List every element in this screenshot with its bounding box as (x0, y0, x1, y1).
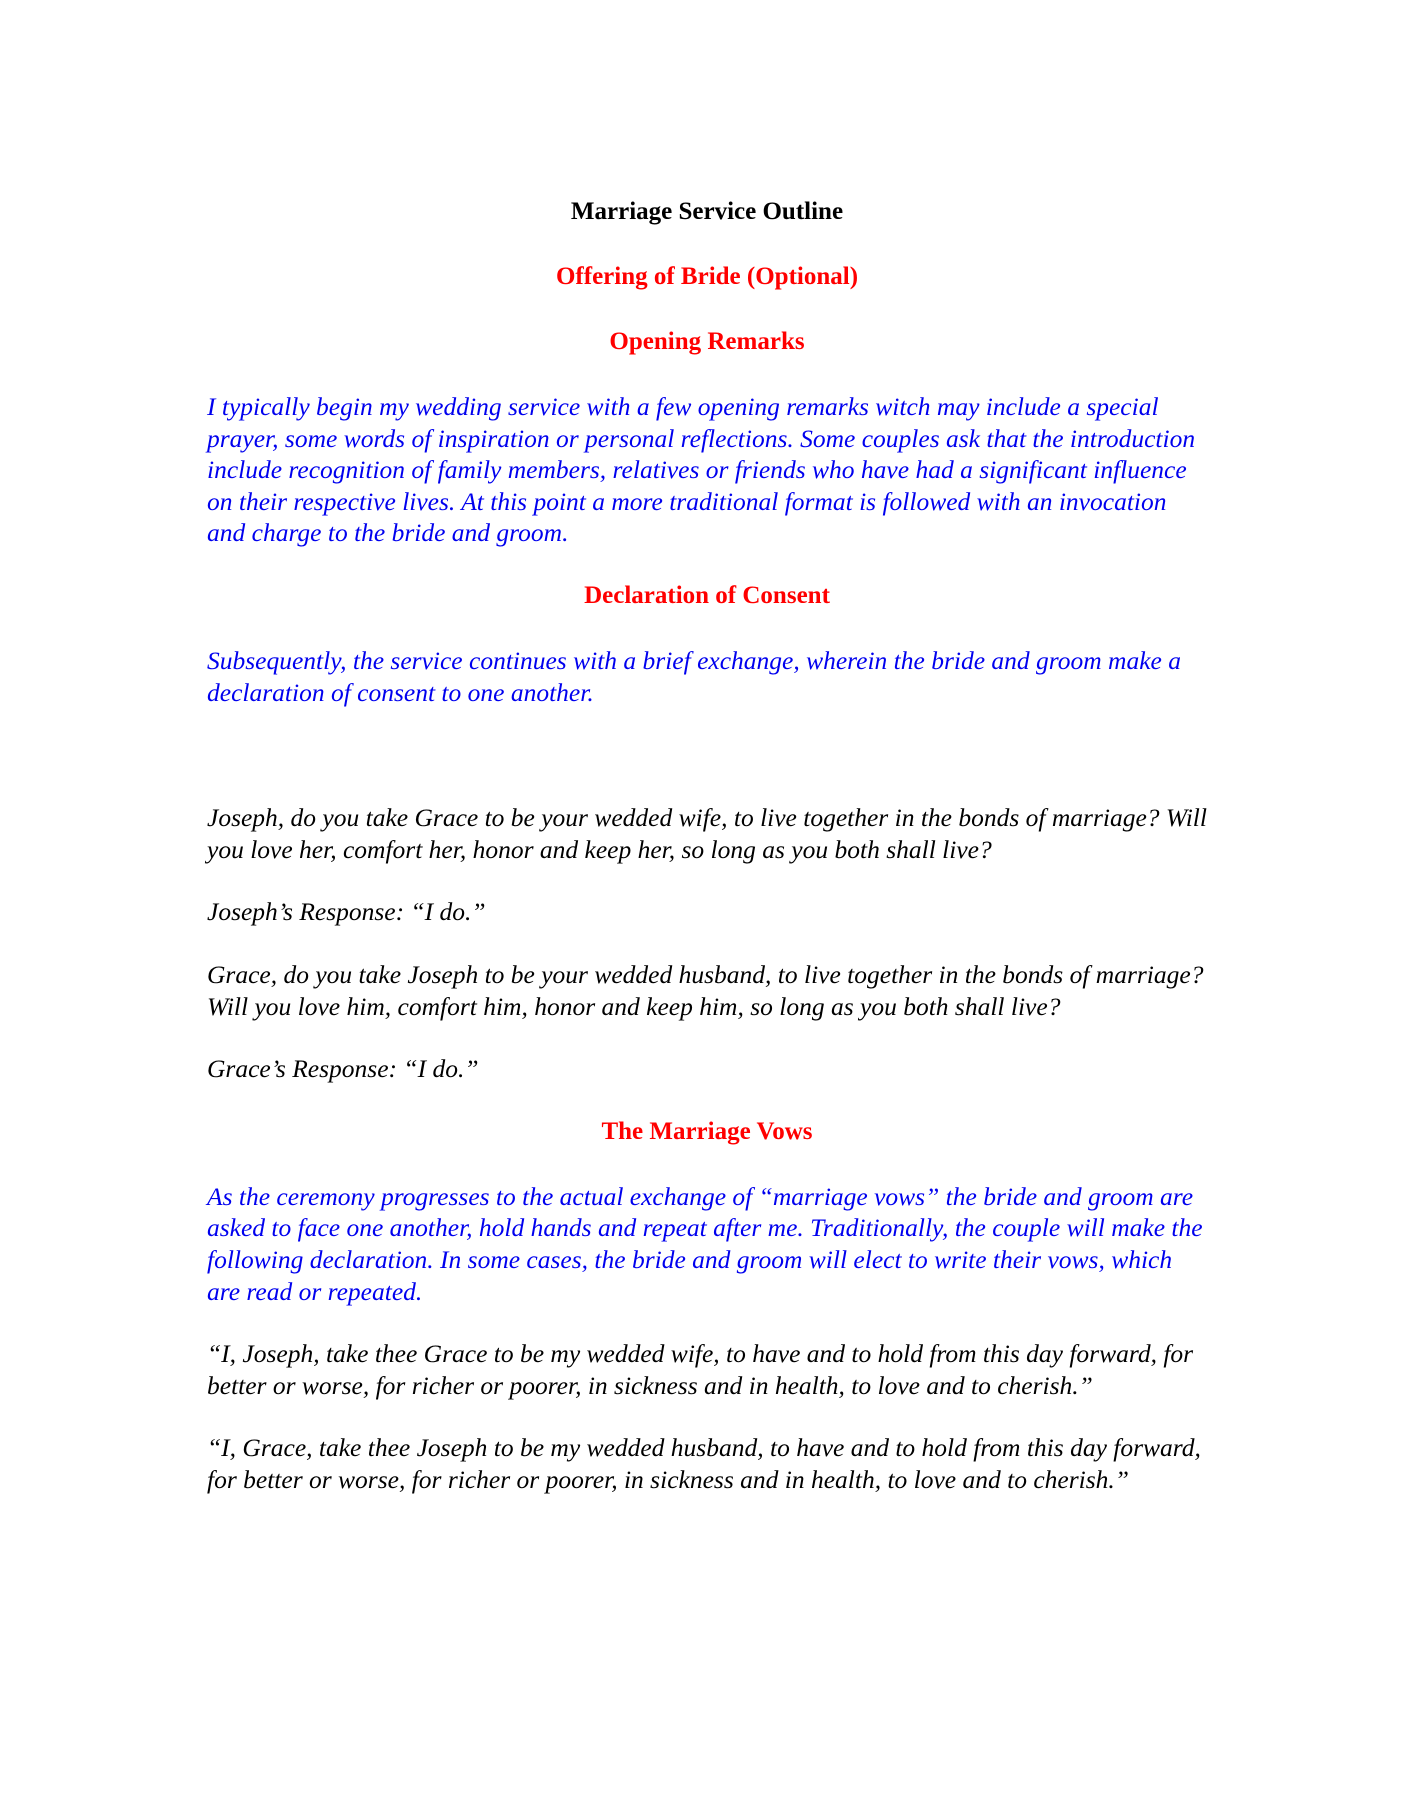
document-title: Marriage Service Outline (570, 198, 844, 225)
heading-marriage-vows: The Marriage Vows (601, 1117, 813, 1145)
joseph-consent-question: Joseph, do you take Grace to be your wedded wife, to live together in the bonds of marriage? Will you love her, comfort her, honor and keep her, so long as you both shall live? (207, 803, 1207, 864)
heading-declaration-of-consent: Declaration of Consent (584, 581, 830, 609)
heading-offering-of-bride: Offering of Bride (Optional) (555, 263, 859, 290)
marriage-vows-text: As the ceremony progresses to the actual exchange of “marriage vows” the bride and groom are asked to face one another, hold hands and repeat after me. Traditionally, the couple will make the following declaration. In some cases, the bride and groom will elect to write their vows, which are read or repeated. (207, 1181, 1203, 1306)
opening-remarks-text: I typically begin my wedding service with a few opening remarks witch may include a special prayer, some words of inspiration or personal reflections. Some couples ask that the introduction include recognition of family members, relatives or friends who have had a significant influence on their respective lives. At this point a more traditional format is followed with an invocation and charge to the bride and groom. (207, 392, 1196, 548)
grace-consent-question: Grace, do you take Joseph to be your wedded husband, to live together in the bonds of marriage? Will you love him, comfort him, honor and keep him, so long as you both shall live? (207, 959, 1204, 1021)
joseph-vow: “I, Joseph, take thee Grace to be my wedded wife, to have and to hold from this day forward, for better or worse, for richer or poorer, in sickness and in health, to love and to cherish.” (207, 1339, 1194, 1400)
joseph-response: Joseph’s Response: “I do.” (207, 897, 486, 927)
heading-opening-remarks: Opening Remarks (609, 328, 805, 355)
grace-vow: “I, Grace, take thee Joseph to be my wedded husband, to have and to hold from this day forward, for better or worse, for richer or poorer, in sickness and in health, to love and to cherish.” (207, 1433, 1201, 1494)
consent-text: Subsequently, the service continues with a brief exchange, wherein the bride and groom make a declaration of consent to one another. (207, 645, 1181, 707)
grace-response: Grace’s Response: “I do.” (207, 1054, 479, 1084)
document-content (207, 196, 1207, 1526)
